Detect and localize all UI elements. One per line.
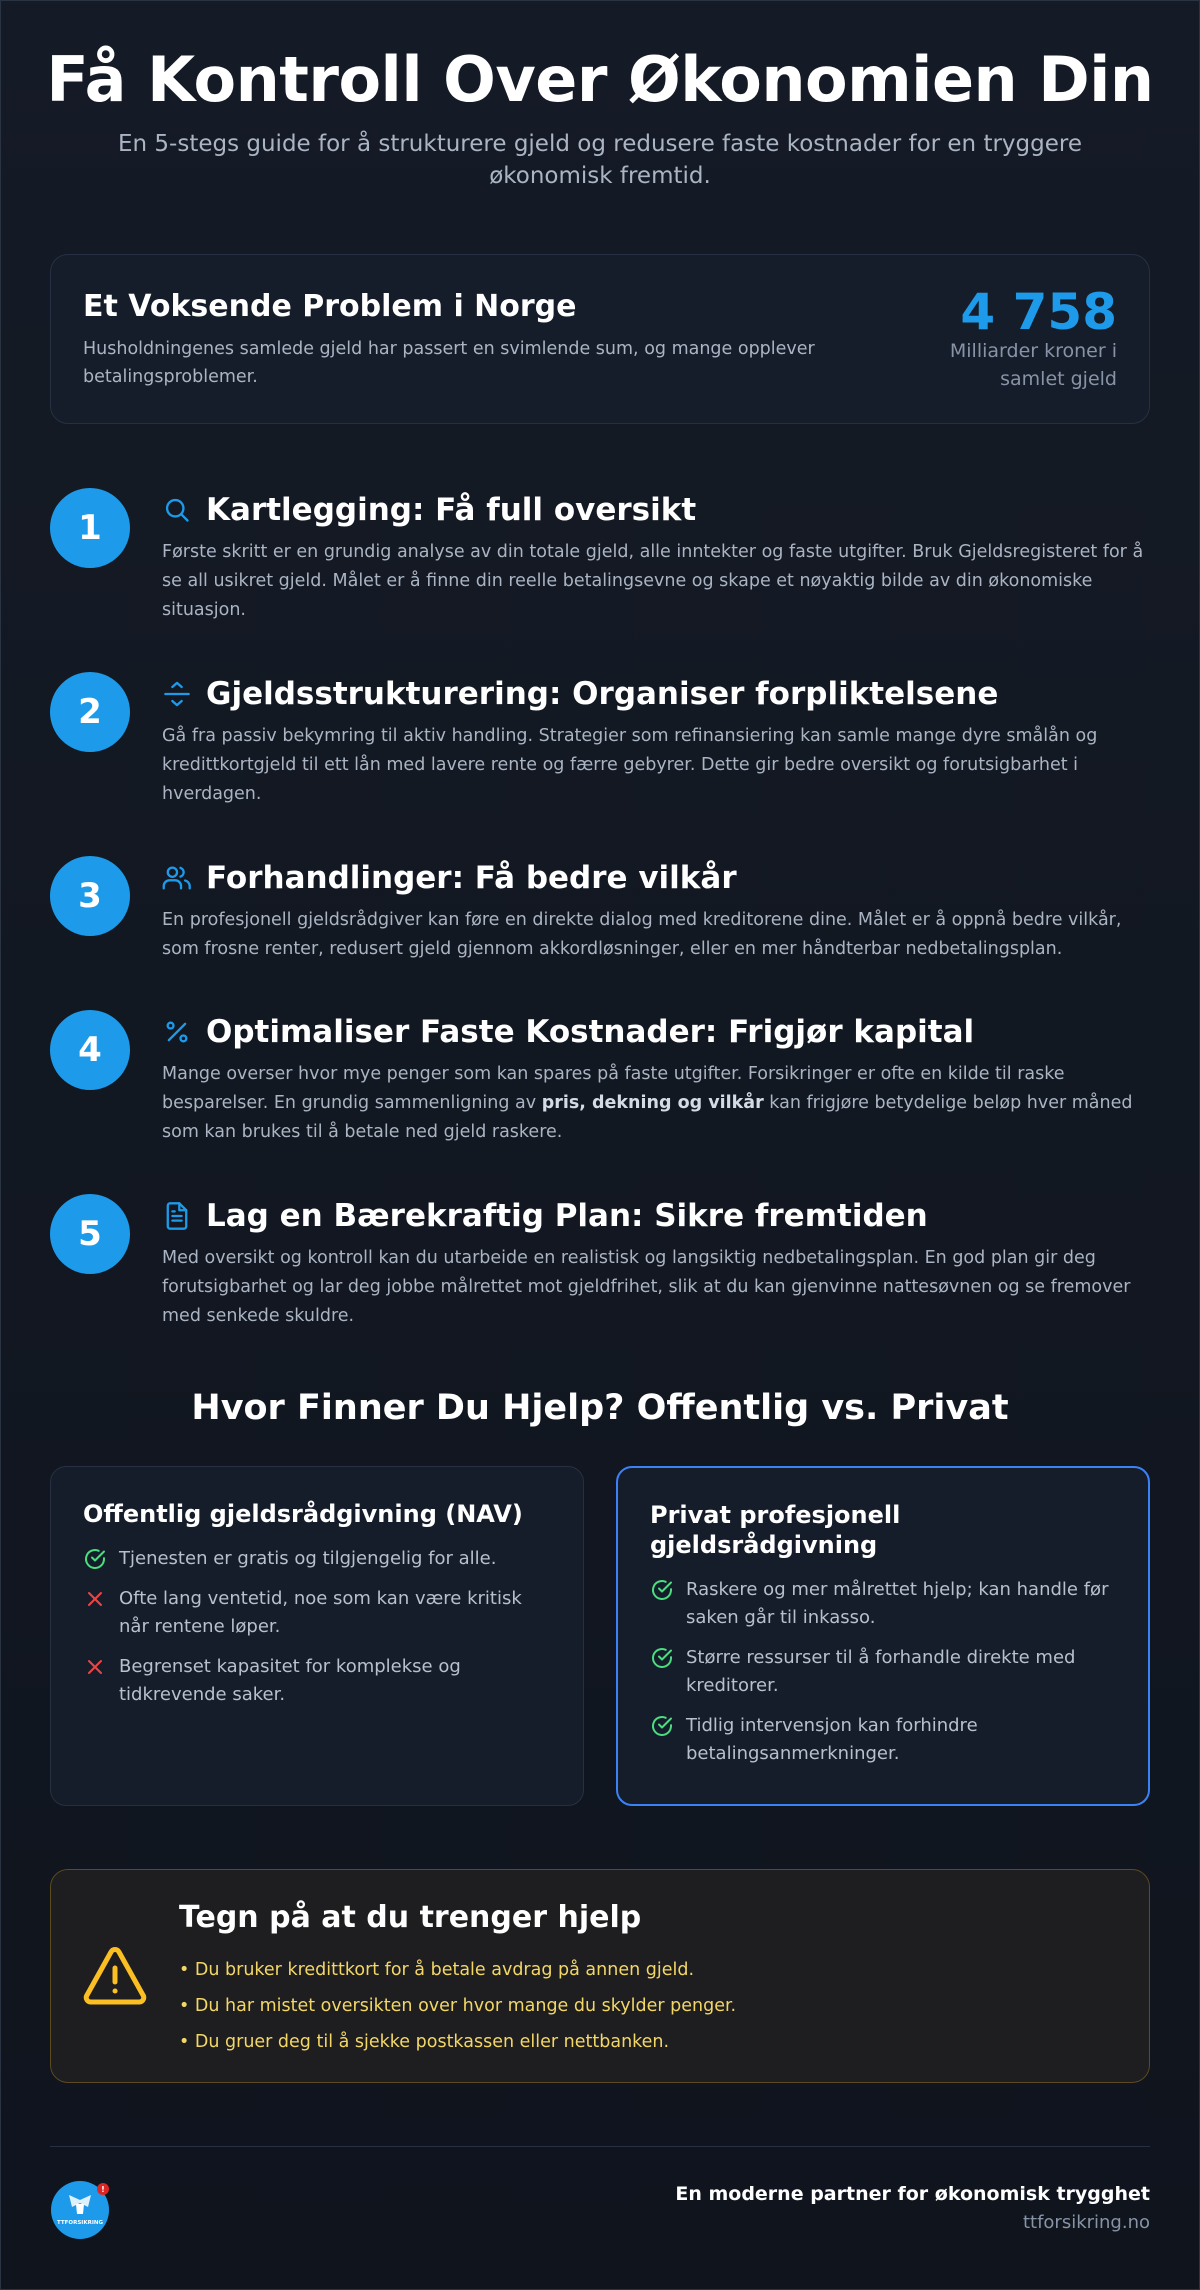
cross-icon — [83, 1587, 107, 1611]
step-title: Lag en Bærekraftig Plan: Sikre fremtiden — [206, 1198, 928, 1234]
step-number-badge: 2 — [50, 672, 130, 752]
step-number-badge: 3 — [50, 856, 130, 936]
step-number-badge: 4 — [50, 1010, 130, 1090]
warning-item: • Du gruer deg til å sjekke postkassen eller nettbanken. — [179, 2032, 670, 2052]
step-number-badge: 5 — [50, 1194, 130, 1274]
list-item — [83, 1545, 551, 1573]
list-item-text: Ofte lang ventetid, noe som kan være kritisk når rentene løper. — [119, 1588, 522, 1637]
warning-title: Tegn på at du trenger hjelp — [179, 1900, 642, 1935]
footer-tagline: En moderne partner for økonomisk trygghet — [675, 2183, 1150, 2205]
document-icon — [162, 1201, 192, 1231]
list-item-text: Større ressurser til å forhandle direkte med kreditorer. — [686, 1647, 1076, 1696]
step-text — [162, 1060, 1152, 1147]
step-text-part: kan frigjøre betydelige beløp hver måned som kan brukes til å betale ned gjeld raskere. — [162, 1093, 1133, 1142]
percent-icon — [162, 1017, 192, 1047]
list-item — [650, 1712, 1116, 1768]
step-title: Optimaliser Faste Kostnader: Frigjør kapital — [206, 1014, 975, 1050]
search-icon — [162, 495, 192, 525]
users-icon — [162, 863, 192, 893]
footer-website-link[interactable]: ttforsikring.no — [1022, 2212, 1150, 2233]
fold-vertical-icon — [162, 679, 192, 709]
problem-card — [50, 254, 1150, 424]
step-title: Forhandlinger: Få bedre vilkår — [206, 860, 737, 896]
warning-list — [179, 1952, 736, 2060]
page-subtitle: En 5-stegs guide for å strukturere gjeld og redusere faste kostnader for en tryggere økonomisk fremtid. — [117, 131, 1082, 189]
problem-title: Et Voksende Problem i Norge — [83, 289, 577, 324]
step-title: Gjeldsstrukturering: Organiser forpliktelsene — [206, 676, 999, 712]
warning-item: • Du har mistet oversikten over hvor mange du skylder penger. — [179, 1996, 737, 2016]
step-number-badge: 1 — [50, 488, 130, 568]
check-circle-icon — [650, 1714, 674, 1738]
footer-divider — [50, 2146, 1150, 2147]
cross-icon — [83, 1655, 107, 1679]
help-section-title: Hvor Finner Du Hjelp? Offentlig vs. Privat — [191, 1388, 1009, 1428]
list-item — [83, 1585, 551, 1641]
step-text: Første skritt er en grundig analyse av din totale gjeld, alle inntekter og faste utgifter. Bruk Gjeldsregisteret for å se all usikret gjeld. Målet er å finne din reelle betalingsevne og skape et nøyaktig bilde av din økonomiske situasjon. — [162, 542, 1144, 620]
check-circle-icon — [650, 1578, 674, 1602]
check-circle-icon — [650, 1646, 674, 1670]
step-title: Kartlegging: Få full oversikt — [206, 492, 697, 528]
warning-triangle-icon — [83, 1946, 147, 2006]
list-item-text: Tidlig intervensjon kan forhindre betalingsanmerkninger. — [686, 1715, 978, 1764]
public-help-title: Offentlig gjeldsrådgivning (NAV) — [83, 1500, 523, 1528]
private-help-list — [650, 1576, 1116, 1768]
svg-text:!: ! — [101, 2185, 105, 2194]
problem-description: Husholdningenes samlede gjeld har passert en svimlende sum, og mange opplever betalingsproblemer. — [83, 339, 815, 387]
step-text: Med oversikt og kontroll kan du utarbeide en realistisk og langsiktig nedbetalingsplan. En god plan gir deg forutsigbarhet og lar deg jobbe målrettet mot gjeldfrihet, slik at du kan gjenvinne nattesøvnen og se fremover med senkede skuldre. — [162, 1248, 1131, 1326]
check-circle-icon — [83, 1547, 107, 1571]
private-help-title: Privat profesjonell gjeldsrådgivning — [650, 1501, 901, 1559]
warning-box — [50, 1869, 1150, 2083]
step-text-part: Mange overser hvor mye penger som kan spares på faste utgifter. Forsikringer er ofte en kilde til raske besparelser. En grundig sammenligning av — [162, 1064, 1065, 1113]
list-item — [650, 1576, 1116, 1632]
company-logo — [50, 2180, 110, 2240]
public-help-list — [83, 1545, 551, 1709]
svg-text:TTFORSIKRING: TTFORSIKRING — [57, 2220, 103, 2226]
list-item-text: Raskere og mer målrettet hjelp; kan handle før saken går til inkasso. — [686, 1579, 1109, 1628]
private-help-card — [616, 1466, 1150, 1806]
public-help-card — [50, 1466, 584, 1806]
step-text: Gå fra passiv bekymring til aktiv handling. Strategier som refinansiering kan samle mange dyre smålån og kredittkortgjeld til ett lån med lavere rente og færre gebyrer. Dette gir bedre oversikt og forutsigbarhet i hverdagen. — [162, 726, 1098, 804]
step-text: En profesjonell gjeldsrådgiver kan føre en direkte dialog med kreditorene dine. Målet er å oppnå bedre vilkår, som frosne renter, redusert gjeld gjennom akkordløsninger, eller en mer håndterbar nedbetalingsplan. — [162, 910, 1122, 959]
list-item-text: Tjenesten er gratis og tilgjengelig for alle. — [119, 1548, 497, 1569]
warning-item: • Du bruker kredittkort for å betale avdrag på annen gjeld. — [179, 1960, 695, 1980]
list-item-text: Begrenset kapasitet for komplekse og tidkrevende saker. — [119, 1656, 461, 1705]
debt-stat-value: 4 758 — [960, 283, 1117, 341]
list-item — [83, 1653, 551, 1709]
page-title: Få Kontroll Over Økonomien Din — [46, 43, 1154, 116]
debt-stat-label: Milliarder kroner i samlet gjeld — [949, 340, 1117, 390]
step-text-highlight: pris, dekning og vilkår — [541, 1093, 764, 1113]
list-item — [650, 1644, 1116, 1700]
